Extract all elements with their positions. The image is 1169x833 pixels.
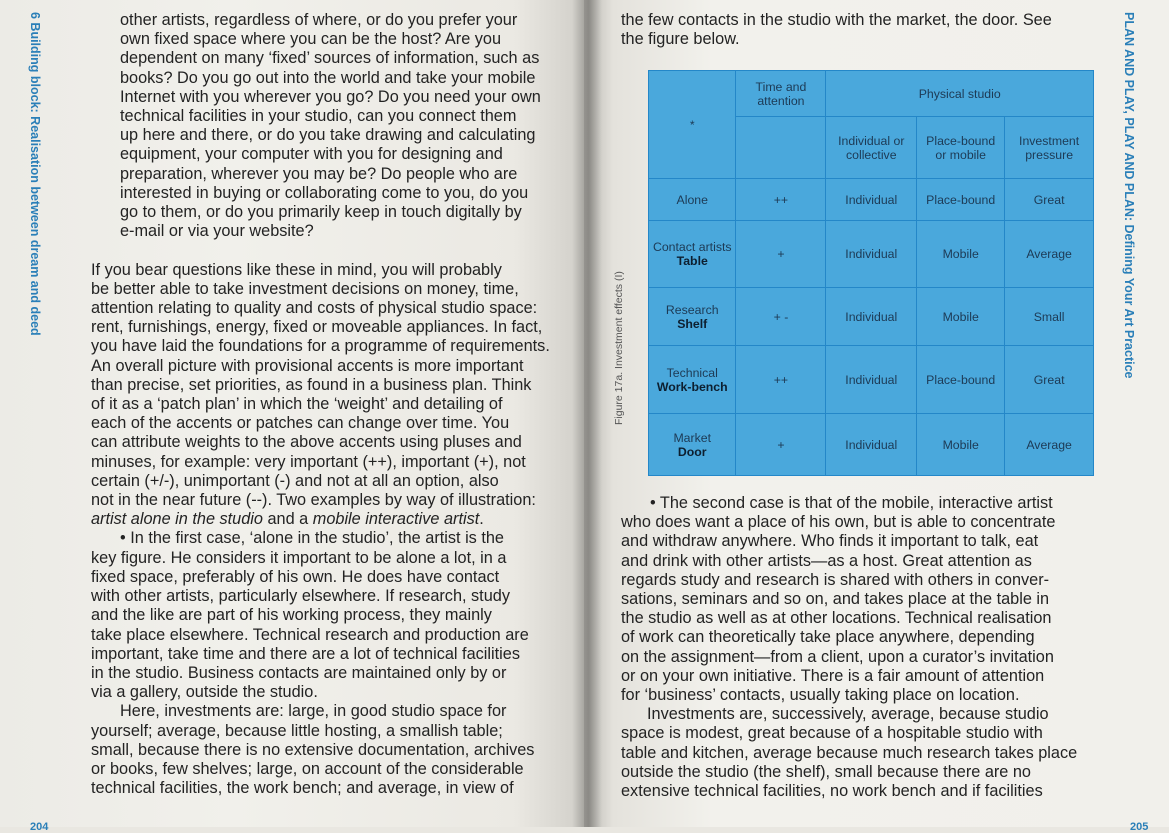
cell-individual: Individual: [826, 221, 917, 288]
left-body-text: [91, 11, 550, 798]
cell-individual: Individual: [826, 288, 917, 346]
cell-time: + -: [736, 288, 826, 346]
text-line: extensive technical facilities, no work bench and if facilities: [621, 782, 1043, 801]
right-folio: 205: [1130, 821, 1149, 833]
row-header: [649, 414, 736, 476]
text-line: space is modest, great because of a hospitable studio with: [621, 724, 1043, 743]
left-folio: 204: [30, 821, 49, 833]
text-line: and the like are part of his working process, they mainly: [91, 606, 492, 625]
text-line: key figure. He considers it important to be alone a lot, in a: [91, 548, 507, 567]
cell-place: Mobile: [917, 414, 1005, 476]
table-row: [649, 288, 1094, 346]
text-line: Internet with you wherever you go? Do you need your own: [120, 87, 541, 106]
row-label-bold: Work-bench: [656, 379, 728, 394]
text-line: • In the first case, ‘alone in the studio’, the artist is the: [120, 529, 504, 548]
text-line: yourself; average, because little hosting, a smallish table;: [91, 721, 503, 740]
row-label-bold: Table: [676, 254, 708, 268]
text-line: An overall picture with provisional accents is more important: [91, 356, 524, 375]
row-label: Market: [673, 430, 712, 445]
text-line: and drink with other artists—as a host. Great attention as: [621, 551, 1032, 570]
table-row: [649, 346, 1094, 414]
empty-header-cell: [736, 117, 826, 179]
right-running-head: PLAN AND PLAY, PLAY AND PLAN: Defining Your Art Practice: [1122, 12, 1136, 379]
text-line: preparation, wherever you may be? Do people who are: [120, 164, 518, 183]
text-line: the studio as well as at other locations. Technical realisation: [621, 609, 1052, 628]
table-row: [649, 414, 1094, 476]
cell-time: +: [736, 414, 826, 476]
text-line: certain (+/-), unimportant (-) and not at all an option, also: [91, 471, 499, 490]
text-line: regards study and research is shared with others in conver-: [621, 570, 1050, 589]
cell-time: ++: [736, 179, 826, 221]
text-line: or on your own initiative. There is a fair amount of attention: [621, 666, 1045, 685]
row-label: Alone: [676, 192, 708, 207]
cell-place: Mobile: [917, 288, 1005, 346]
right-body-text: [621, 494, 1077, 801]
text-line: via a gallery, outside the studio.: [91, 683, 318, 702]
cell-place: Place-bound: [917, 346, 1005, 414]
row-header: [649, 179, 736, 221]
text-line: fixed space, preferably of his own. He does have contact: [91, 567, 500, 586]
subheader-individual: Individual or collective: [826, 117, 917, 179]
row-label-bold: Door: [677, 444, 707, 459]
cell-pressure: Great: [1005, 179, 1094, 221]
cell-pressure: Great: [1005, 346, 1094, 414]
text-line: each of the accents or patches can change over time. You: [91, 414, 510, 433]
text-line: or books, few shelves; large, on account of the considerable: [91, 759, 524, 778]
text-line: you have laid the foundations for a programme of requirements.: [91, 337, 550, 356]
cell-pressure: Small: [1005, 288, 1094, 346]
text-line: the few contacts in the studio with the market, the door. See: [621, 11, 1052, 29]
text-line: can attribute weights to the above accents using pluses and: [91, 433, 522, 452]
text-line: dependent on many ‘fixed’ sources of information, such as: [120, 49, 540, 68]
text-line: than precise, set priorities, as found in a business plan. Think: [91, 375, 532, 394]
corner-cell: *: [649, 71, 736, 179]
text-line: own fixed space where you can be the host? Are you: [120, 30, 502, 49]
header-time-attention: Time and attention: [736, 71, 826, 117]
cell-place: Place-bound: [917, 179, 1005, 221]
subheader-pressure: Investment pressure: [1005, 117, 1094, 179]
text-line: [91, 510, 550, 529]
text-span: and a: [262, 510, 313, 529]
text-line: technical facilities in your studio, can you connect them: [120, 107, 517, 126]
text-line: not in the near future (--). Two examples by way of illustration:: [91, 491, 536, 510]
text-line: important, take time and there are a lot of technical facilities: [91, 644, 520, 663]
cell-individual: Individual: [826, 414, 917, 476]
right-intro-text: [621, 11, 1052, 49]
header-physical-studio: Physical studio: [826, 71, 1094, 117]
row-label-bold: Shelf: [677, 316, 708, 331]
emphasis: artist alone in the studio: [91, 510, 263, 529]
text-line: of it as a ‘patch plan’ in which the ‘weight’ and detailing of: [91, 395, 503, 414]
row-header: [649, 346, 736, 414]
row-label: Technical: [666, 365, 718, 380]
text-line: with other artists, particularly elsewhere. If research, study: [91, 587, 510, 606]
text-line: small, because there is no extensive documentation, archives: [91, 740, 535, 759]
subheader-place: Place-bound or mobile: [917, 117, 1005, 179]
figure-caption: Figure 17a. Investment effects (I): [613, 271, 625, 425]
cell-pressure: Average: [1005, 221, 1094, 288]
text-line: minuses, for example: very important (++), important (+), not: [91, 452, 526, 471]
row-label: Contact artists: [652, 240, 732, 254]
table-row: [649, 221, 1094, 288]
emphasis: mobile interactive artist: [312, 510, 480, 529]
text-line: on the assignment—from a client, upon a curator’s invitation: [621, 647, 1054, 666]
cell-time: +: [736, 221, 826, 288]
row-label: Research: [665, 302, 719, 317]
table-row: [649, 179, 1094, 221]
cell-pressure: Average: [1005, 414, 1094, 476]
text-line: who does want a place of his own, but is able to concentrate: [621, 513, 1056, 532]
text-line: for ‘business’ contacts, usually taking place on location.: [621, 686, 1020, 705]
text-line: rent, furnishings, energy, fixed or moveable appliances. In fact,: [91, 318, 543, 337]
text-line: in the studio. Business contacts are maintained only by or: [91, 663, 507, 682]
text-line: outside the studio (the shelf), small because there are no: [621, 762, 1031, 781]
cell-individual: Individual: [826, 179, 917, 221]
text-line: up here and there, or do you take drawing and calculating: [120, 126, 536, 145]
text-line: technical facilities, the work bench; and average, in view of: [91, 779, 514, 798]
text-line: go to them, or do you primarily keep in touch digitally by: [120, 203, 522, 222]
book-gutter: [572, 0, 602, 827]
text-span: .: [479, 510, 484, 529]
cell-time: ++: [736, 346, 826, 414]
text-line: Here, investments are: large, in good studio space for: [120, 702, 507, 721]
text-line: take place elsewhere. Technical research and production are: [91, 625, 529, 644]
text-line: of work can theoretically take place anywhere, depending: [621, 628, 1035, 647]
text-line: • The second case is that of the mobile, interactive artist: [650, 494, 1053, 512]
text-line: other artists, regardless of where, or do you prefer your: [120, 11, 518, 29]
text-line: e-mail or via your website?: [120, 222, 314, 241]
text-line: interested in buying or collaborating come to you, do you: [120, 183, 529, 202]
cell-place: Mobile: [917, 221, 1005, 288]
left-running-head: 6 Building block: Realisation between dream and deed: [28, 12, 42, 336]
text-line: attention relating to quality and costs of physical studio space:: [91, 299, 538, 318]
row-header: [649, 221, 736, 288]
investment-effects-table: [648, 70, 1094, 476]
text-line: If you bear questions like these in mind, you will probably: [91, 260, 502, 279]
text-line: sations, seminars and so on, and takes place at the table in: [621, 590, 1050, 609]
text-line: books? Do you go out into the world and take your mobile: [120, 68, 536, 87]
text-line: Investments are, successively, average, because studio: [647, 705, 1049, 724]
text-line: [91, 241, 550, 260]
text-line: and withdraw anywhere. Who finds it important to talk, eat: [621, 532, 1039, 551]
row-header: [649, 288, 736, 346]
text-line: be better able to take investment decisions on money, time,: [91, 279, 519, 298]
text-line: table and kitchen, average because much research takes place: [621, 743, 1078, 762]
cell-individual: Individual: [826, 346, 917, 414]
text-line: equipment, your computer with you for designing and: [120, 145, 503, 164]
text-line: the figure below.: [621, 30, 740, 49]
